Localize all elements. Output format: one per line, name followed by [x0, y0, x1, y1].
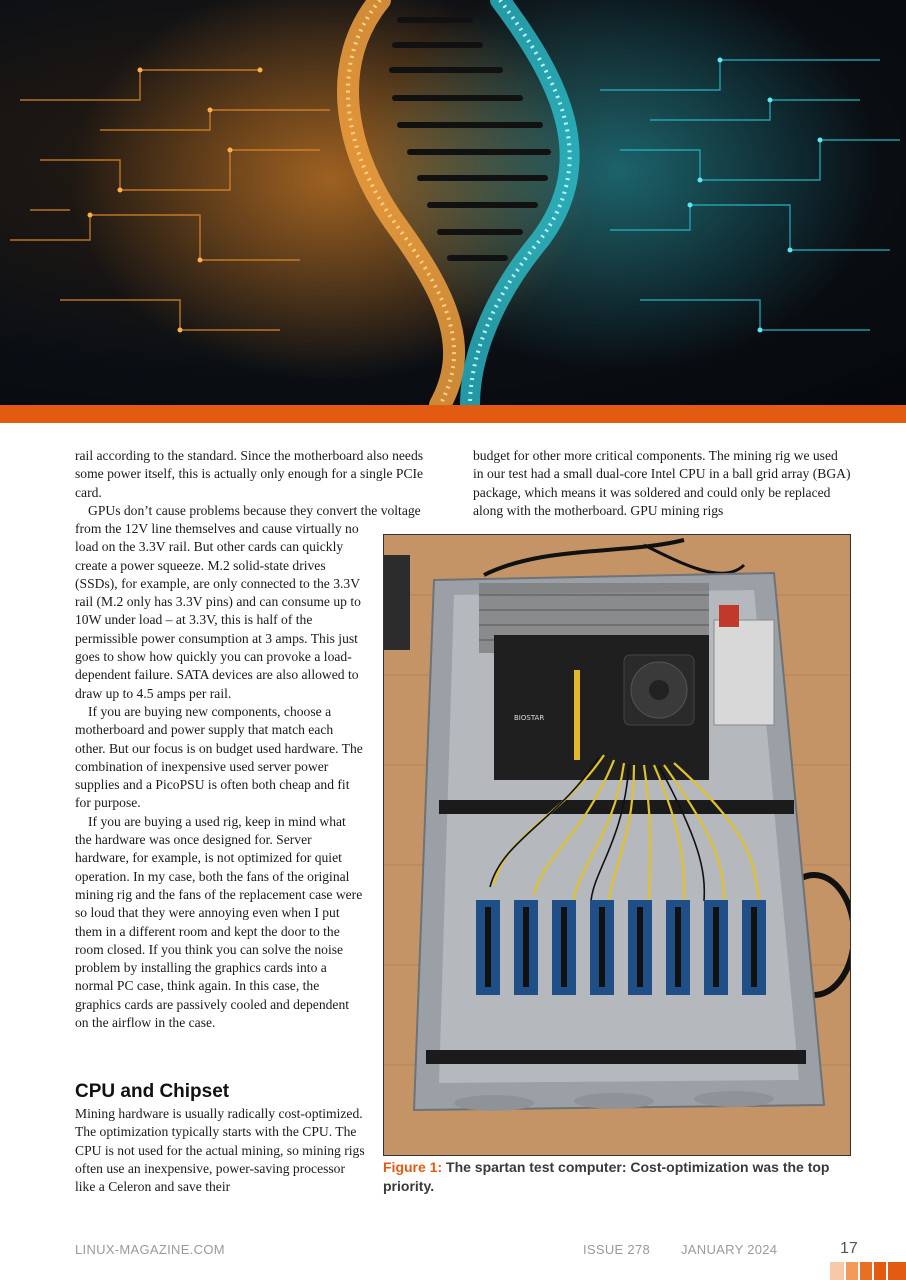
paragraph: rail according to the standard. Since the motherboard also needs some power itself, this is actually only enough for a single PCIe card.	[75, 448, 424, 500]
riser-slot	[713, 907, 719, 987]
section-heading: CPU and Chipset	[75, 1081, 230, 1102]
page-tab	[860, 1262, 872, 1280]
riser-slot	[523, 907, 529, 987]
paragraph: If you are buying new components, choose a motherboard and power supply that match each other. But our focus is on budget used hardware. The combination of inexpensive used server power supplies and a PicoPSU is often both cheap and fit for purpose.	[75, 703, 363, 811]
riser-slot	[561, 907, 567, 987]
footer-site: LINUX-MAGAZINE.COM	[75, 1242, 225, 1257]
figure-label: Figure 1:	[383, 1159, 443, 1175]
hero-illustration	[0, 0, 906, 405]
page-number: 17	[840, 1240, 858, 1257]
article-column-right-top	[473, 447, 851, 520]
article-column-left	[75, 520, 365, 1032]
board-brand-label: BIOSTAR	[514, 714, 545, 722]
paragraph: from the 12V line themselves and cause virtually no load on the 3.3V rail. But other cards can quickly create a power squeeze. M.2 solid-state drives (SSDs), for example, are only connected to the 3.3V rail (M.2 only has 3.3V pins) and can consume up to 10W under load – at 3.3V, this is half of the permissible power consumption at 3 amps. This just goes to show how quickly you can provoke a load-dependent failure. SATA devices are also allowed to draw up to 4.5 amps per rail.	[75, 521, 361, 701]
riser-slot	[599, 907, 605, 987]
article-column-left-top	[75, 447, 453, 520]
mining-rig-photo	[384, 535, 850, 1155]
page-tab	[888, 1262, 906, 1280]
footer-issue: ISSUE 278	[583, 1242, 651, 1257]
paragraph: If you are buying a used rig, keep in mind what the hardware was once designed for. Server hardware, for example, is not optimized for quiet operation. In my case, both the fans of the original mining rig and the fans of the replacement case were so loud that they were annoying even when I put them in a different room and kept the door to the room closed. If you think you can solve the noise problem by installing the graphics cards into a normal PC case, think again. In this case, the graphics cards are passively cooled and dependent on the airflow in the case.	[75, 813, 363, 1031]
page-tab	[874, 1262, 886, 1280]
riser-slot	[637, 907, 643, 987]
figure-caption	[383, 1158, 853, 1195]
page-tab	[830, 1262, 844, 1280]
accent-bar	[0, 405, 906, 423]
page-tab	[846, 1262, 858, 1280]
paragraph: GPUs don’t cause problems because they convert the voltage	[88, 502, 421, 518]
riser-slot	[675, 907, 681, 987]
figure-caption-text: The spartan test computer: Cost-optimization was the top priority.	[383, 1159, 830, 1194]
figure-photo	[383, 534, 851, 1156]
paragraph: budget for other more critical components. The mining rig we used in our test had a small dual-core Intel CPU in a ball grid array (BGA) package, which means it was soldered and could only be replaced along with the motherboard. GPU mining rigs	[473, 448, 851, 518]
footer-date: JANUARY 2024	[681, 1242, 778, 1257]
riser-slot	[751, 907, 757, 987]
paragraph: Mining hardware is usually radically cost-optimized. The optimization typically starts with the CPU. The CPU is not used for the actual mining, so mining rigs often use an inexpensive, power-saving processor like a Celeron and save their	[75, 1106, 365, 1195]
dna-helix-illustration	[0, 0, 906, 405]
article-column-left-bottom	[75, 1105, 365, 1196]
riser-slot	[485, 907, 491, 987]
